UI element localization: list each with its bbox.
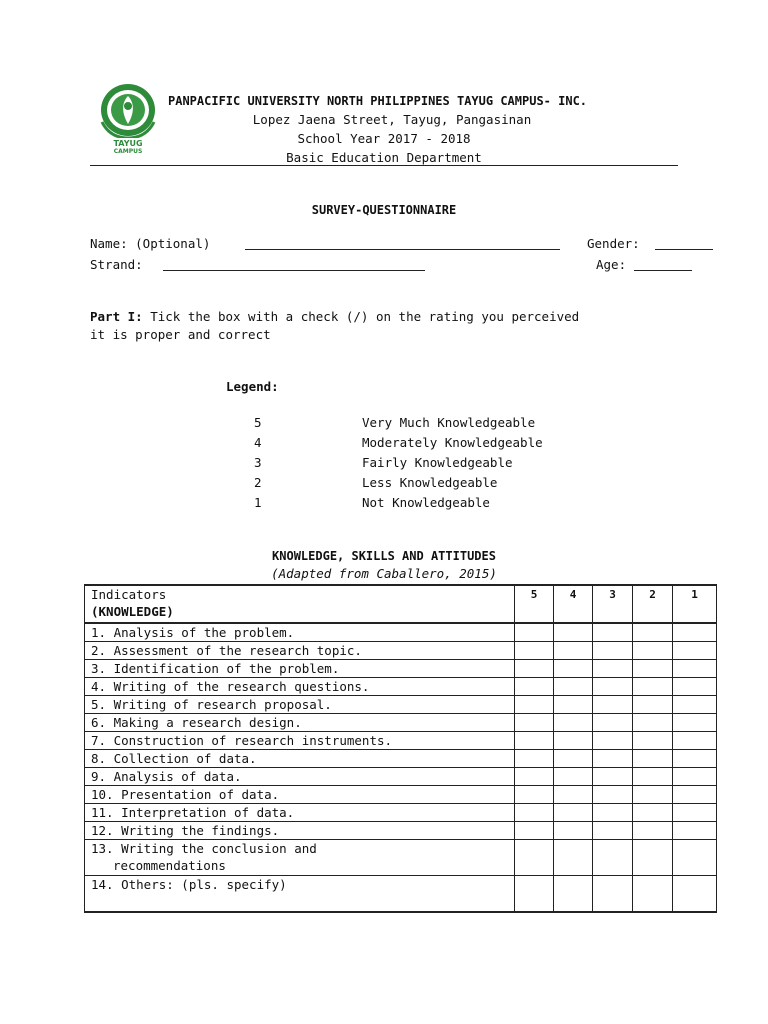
rating-cell-4[interactable] xyxy=(554,623,593,642)
indicator: 12. Writing the findings. xyxy=(85,822,515,840)
rating-cell-3[interactable] xyxy=(593,696,633,714)
survey-title: SURVEY-QUESTIONNAIRE xyxy=(311,203,457,217)
header-section: (KNOWLEDGE) xyxy=(91,604,174,619)
rating-cell-1[interactable] xyxy=(673,822,717,840)
indicator: 8. Collection of data. xyxy=(85,750,515,768)
legend-label: Fairly Knowledgeable xyxy=(362,455,513,470)
knowledge-rating-table xyxy=(84,584,717,913)
rating-cell-2[interactable] xyxy=(633,876,673,913)
school-logo-seal xyxy=(94,82,162,154)
age-field[interactable] xyxy=(634,257,692,271)
part1-label: Part I: xyxy=(90,309,143,324)
strand-field[interactable] xyxy=(163,257,425,271)
rating-cell-2[interactable] xyxy=(633,804,673,822)
rating-cell-1[interactable] xyxy=(673,768,717,786)
rating-header-2: 2 xyxy=(633,585,673,623)
table-subtitle: (Adapted from Caballero, 2015) xyxy=(271,566,497,581)
legend-title: Legend: xyxy=(226,379,279,394)
table-row xyxy=(85,822,717,840)
rating-header-1: 1 xyxy=(673,585,717,623)
rating-header-3: 3 xyxy=(593,585,633,623)
table-row xyxy=(85,642,717,660)
legend-value: 1 xyxy=(254,495,262,510)
legend-value: 2 xyxy=(254,475,262,490)
rating-cell-1[interactable] xyxy=(673,876,717,913)
rating-cell-4[interactable] xyxy=(554,840,593,876)
gender-label: Gender: xyxy=(587,236,640,251)
table-row xyxy=(85,696,717,714)
logo-text-line2: CAMPUS xyxy=(113,148,143,154)
rating-cell-3[interactable] xyxy=(593,678,633,696)
indicator: 4. Writing of the research questions. xyxy=(85,678,515,696)
rating-cell-4[interactable] xyxy=(554,696,593,714)
rating-cell-4[interactable] xyxy=(554,714,593,732)
indicator: 3. Identification of the problem. xyxy=(85,660,515,678)
rating-cell-4[interactable] xyxy=(554,768,593,786)
rating-cell-4[interactable] xyxy=(554,822,593,840)
rating-cell-5[interactable] xyxy=(515,732,554,750)
header-indicators-cell xyxy=(85,585,515,623)
table-title: KNOWLEDGE, SKILLS AND ATTITUDES xyxy=(272,549,496,563)
rating-cell-2[interactable] xyxy=(633,714,673,732)
rating-cell-3[interactable] xyxy=(593,840,633,876)
rating-cell-4[interactable] xyxy=(554,876,593,913)
rating-cell-3[interactable] xyxy=(593,822,633,840)
rating-cell-1[interactable] xyxy=(673,714,717,732)
rating-cell-2[interactable] xyxy=(633,786,673,804)
rating-cell-3[interactable] xyxy=(593,768,633,786)
rating-cell-1[interactable] xyxy=(673,623,717,642)
strand-label: Strand: xyxy=(90,257,143,272)
department: Basic Education Department xyxy=(286,150,482,165)
rating-cell-2[interactable] xyxy=(633,642,673,660)
rating-cell-1[interactable] xyxy=(673,642,717,660)
rating-cell-2[interactable] xyxy=(633,840,673,876)
legend-label: Not Knowledgeable xyxy=(362,495,490,510)
rating-cell-2[interactable] xyxy=(633,660,673,678)
rating-cell-5[interactable] xyxy=(515,623,554,642)
gender-field[interactable] xyxy=(655,236,713,250)
rating-cell-5[interactable] xyxy=(515,660,554,678)
table-row xyxy=(85,714,717,732)
rating-cell-3[interactable] xyxy=(593,660,633,678)
rating-cell-2[interactable] xyxy=(633,768,673,786)
rating-cell-2[interactable] xyxy=(633,623,673,642)
rating-cell-5[interactable] xyxy=(515,696,554,714)
rating-cell-3[interactable] xyxy=(593,804,633,822)
legend-label: Less Knowledgeable xyxy=(362,475,498,490)
age-label: Age: xyxy=(596,257,627,272)
table-row xyxy=(85,623,717,642)
rating-cell-3[interactable] xyxy=(593,786,633,804)
part1-instruction-line1 xyxy=(90,309,579,324)
rating-cell-1[interactable] xyxy=(673,750,717,768)
indicator-cell xyxy=(85,840,515,876)
legend-value: 3 xyxy=(254,455,262,470)
rating-cell-1[interactable] xyxy=(673,660,717,678)
table-row xyxy=(85,678,717,696)
rating-cell-3[interactable] xyxy=(593,623,633,642)
name-field[interactable] xyxy=(245,236,560,250)
table-row xyxy=(85,786,717,804)
rating-cell-5[interactable] xyxy=(515,642,554,660)
rating-cell-1[interactable] xyxy=(673,678,717,696)
rating-cell-5[interactable] xyxy=(515,678,554,696)
rating-cell-4[interactable] xyxy=(554,660,593,678)
rating-cell-5[interactable] xyxy=(515,714,554,732)
indicator: 1. Analysis of the problem. xyxy=(85,623,515,642)
legend-value: 5 xyxy=(254,415,262,430)
rating-cell-3[interactable] xyxy=(593,732,633,750)
rating-cell-2[interactable] xyxy=(633,696,673,714)
rating-cell-4[interactable] xyxy=(554,642,593,660)
indicator: 7. Construction of research instruments. xyxy=(85,732,515,750)
school-year: School Year 2017 - 2018 xyxy=(297,131,471,146)
school-address: Lopez Jaena Street, Tayug, Pangasinan xyxy=(252,112,532,127)
header-indicators: Indicators xyxy=(91,587,167,602)
legend-value: 4 xyxy=(254,435,262,450)
school-name: PANPACIFIC UNIVERSITY NORTH PHILIPPINES TAYUG CAMPUS- INC. xyxy=(168,94,588,108)
rating-cell-2[interactable] xyxy=(633,732,673,750)
rating-cell-5[interactable] xyxy=(515,876,554,913)
indicator: 6. Making a research design. xyxy=(85,714,515,732)
table-header-row xyxy=(85,585,717,623)
rating-cell-5[interactable] xyxy=(515,840,554,876)
indicator: 2. Assessment of the research topic. xyxy=(85,642,515,660)
rating-cell-2[interactable] xyxy=(633,678,673,696)
rating-cell-2[interactable] xyxy=(633,750,673,768)
rating-cell-5[interactable] xyxy=(515,804,554,822)
rating-cell-3[interactable] xyxy=(593,642,633,660)
rating-cell-4[interactable] xyxy=(554,786,593,804)
rating-header-5: 5 xyxy=(515,585,554,623)
rating-cell-4[interactable] xyxy=(554,678,593,696)
indicator: 13. Writing the conclusion and xyxy=(91,841,317,856)
table-row xyxy=(85,840,717,876)
indicator-continuation: recommendations xyxy=(113,858,226,873)
indicator: 5. Writing of research proposal. xyxy=(85,696,515,714)
rating-cell-5[interactable] xyxy=(515,768,554,786)
indicator: 9. Analysis of data. xyxy=(85,768,515,786)
rating-cell-3[interactable] xyxy=(593,714,633,732)
rating-cell-3[interactable] xyxy=(593,750,633,768)
rating-cell-2[interactable] xyxy=(633,822,673,840)
rating-cell-1[interactable] xyxy=(673,786,717,804)
table-row xyxy=(85,732,717,750)
rating-cell-5[interactable] xyxy=(515,822,554,840)
legend-label: Moderately Knowledgeable xyxy=(362,435,543,450)
logo-text-line1: TAYUG xyxy=(113,139,143,148)
rating-cell-1[interactable] xyxy=(673,840,717,876)
table-row xyxy=(85,768,717,786)
rating-cell-1[interactable] xyxy=(673,804,717,822)
indicator: 10. Presentation of data. xyxy=(85,786,515,804)
table-row xyxy=(85,750,717,768)
indicator: 14. Others: (pls. specify) xyxy=(85,876,515,913)
legend-label: Very Much Knowledgeable xyxy=(362,415,536,430)
rating-cell-5[interactable] xyxy=(515,786,554,804)
part1-instruction-text: Tick the box with a check (/) on the rating you perceived xyxy=(142,309,580,324)
indicator: 11. Interpretation of data. xyxy=(85,804,515,822)
table-row xyxy=(85,876,717,913)
rating-cell-4[interactable] xyxy=(554,750,593,768)
rating-cell-5[interactable] xyxy=(515,750,554,768)
header-rule xyxy=(90,165,678,166)
name-label: Name: (Optional) xyxy=(90,236,211,251)
rating-header-4: 4 xyxy=(554,585,593,623)
table-row xyxy=(85,804,717,822)
part1-instruction-line2: it is proper and correct xyxy=(90,327,271,342)
rating-cell-1[interactable] xyxy=(673,696,717,714)
rating-cell-4[interactable] xyxy=(554,732,593,750)
rating-cell-3[interactable] xyxy=(593,876,633,913)
rating-cell-4[interactable] xyxy=(554,804,593,822)
table-row xyxy=(85,660,717,678)
rating-cell-1[interactable] xyxy=(673,732,717,750)
